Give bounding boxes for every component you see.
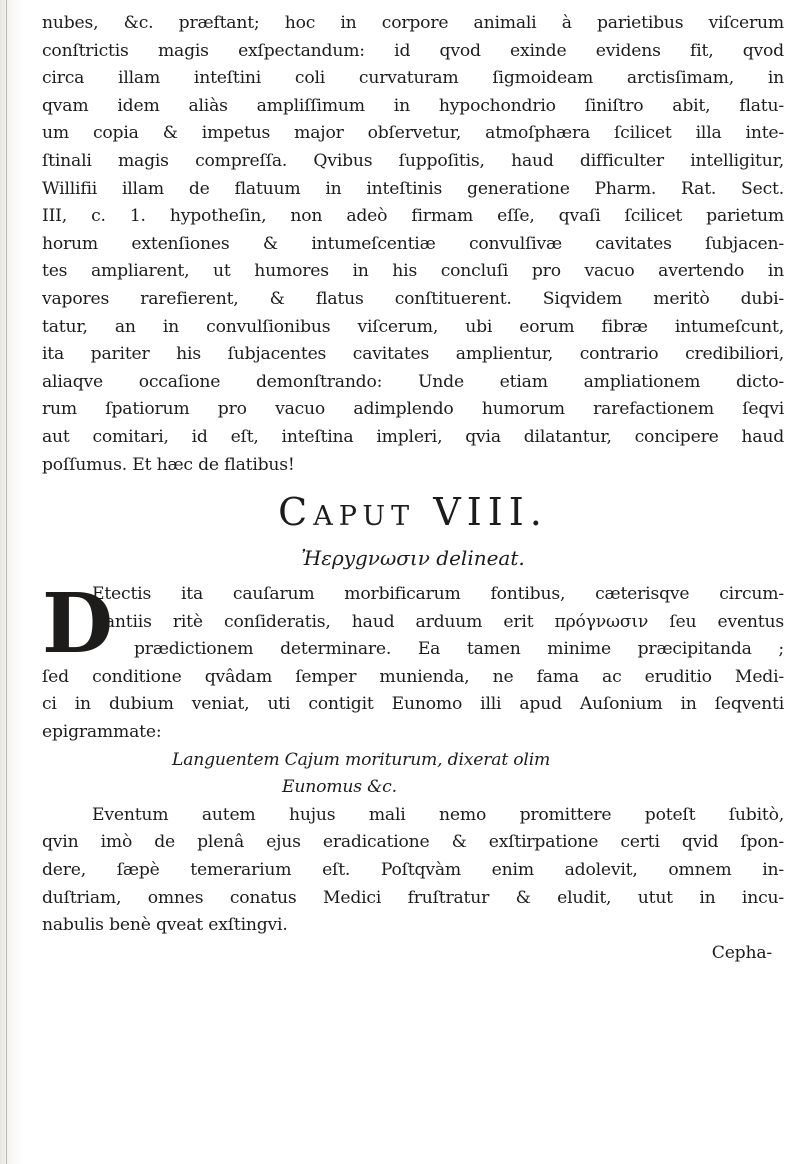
text-line: qvam idem aliàs ampliſſimum in hypochondrio ſiniſtro abit, flatu- <box>42 95 784 116</box>
text-line: prædictionem determinare. Ea tamen minime præcipitanda ; <box>134 639 784 660</box>
text-line: circa illam inteſtini coli curvaturam ſigmoideam arctisſimam, in <box>42 68 784 89</box>
text-line: ita pariter his ſubjacentes cavitates amplientur, contrario credibiliori, <box>42 344 784 365</box>
text-line: vapores rarefierent, & flatus conſtituerent. Siqvidem meritò dubi- <box>42 288 784 309</box>
text-line: Eventum autem hujus mali nemo promittere poteſt ſubitò, <box>92 804 784 825</box>
page-gutter <box>6 0 7 1164</box>
text-line: poſſumus. Et hæc de flatibus! <box>42 454 295 475</box>
text-line: horum extenſiones & intumeſcentiæ convulſivæ cavitates ſubjacen- <box>42 233 784 254</box>
text-line: conſtrictis magis exſpectandum: id qvod exinde evidens fit, qvod <box>42 40 784 61</box>
text-line: epigrammate: <box>42 722 162 743</box>
text-line: rum ſpatiorum pro vacuo adimplendo humorum rarefactionem ſeqvi <box>42 399 784 420</box>
page-text <box>42 10 784 967</box>
epigram-line: Languentem Cajum moriturum, dixerat olim <box>172 749 551 770</box>
text-line: ſed conditione qvâdam ſemper munienda, ne fama ac eruditio Medi- <box>42 666 784 687</box>
chapter-heading: Caput VIII. <box>278 490 548 535</box>
text-line: III, c. 1. hypotheſin, non adeò firmam eſſe, qvaſi ſcilicet parietum <box>42 206 784 227</box>
text-line: dere, ſæpè temerarium eſt. Poſtqvàm enim adolevit, omnem in- <box>42 860 784 881</box>
text-line: ci in dubium veniat, uti contigit Eunomo illi apud Auſonium in ſeqventi <box>42 694 784 715</box>
catchword: Cepha- <box>711 942 772 963</box>
text-line: um copia & impetus major obſervetur, atmoſphæra ſcilicet illa inte- <box>42 123 784 144</box>
text-line: aut comitari, id eſt, inteſtina impleri, qvia dilatantur, concipere haud <box>42 426 784 447</box>
text-line: ſtantiis ritè conſideratis, haud arduum erit πρόγνωσιν ſeu eventus <box>92 611 784 632</box>
text-line: qvin imò de plenâ ejus eradicatione & exſtirpatione certi qvid ſpon- <box>42 832 784 853</box>
epigram-line: Eunomus &c. <box>282 777 397 798</box>
text-line: ſtinali magis compreſſa. Qvibus ſuppoſitis, haud difficulter intelligitur, <box>42 150 784 171</box>
text-line: Etectis ita cauſarum morbificarum fontibus, cæterisqve circum- <box>92 584 784 605</box>
text-line: Willifii illam de flatuum in inteſtinis generatione Pharm. Rat. Sect. <box>42 178 784 199</box>
text-line: aliaqve occaſione demonſtrando: Unde etiam ampliationem dicto- <box>42 371 784 392</box>
text-line: tatur, an in convulſionibus viſcerum, ubi eorum fibræ intumeſcunt, <box>42 316 784 337</box>
text-line: nabulis benè qveat exſtingvi. <box>42 915 288 936</box>
chapter-subtitle: Ἠερygνωσιν delineat. <box>301 546 525 571</box>
drop-capital: D <box>42 576 114 673</box>
text-line: duſtriam, omnes conatus Medici fruſtratur & eludit, utut in incu- <box>42 887 784 908</box>
text-line: tes ampliarent, ut humores in his concluſi pro vacuo avertendo in <box>42 261 784 282</box>
text-line: nubes, &c. præftant; hoc in corpore animali à parietibus viſcerum <box>42 13 784 33</box>
